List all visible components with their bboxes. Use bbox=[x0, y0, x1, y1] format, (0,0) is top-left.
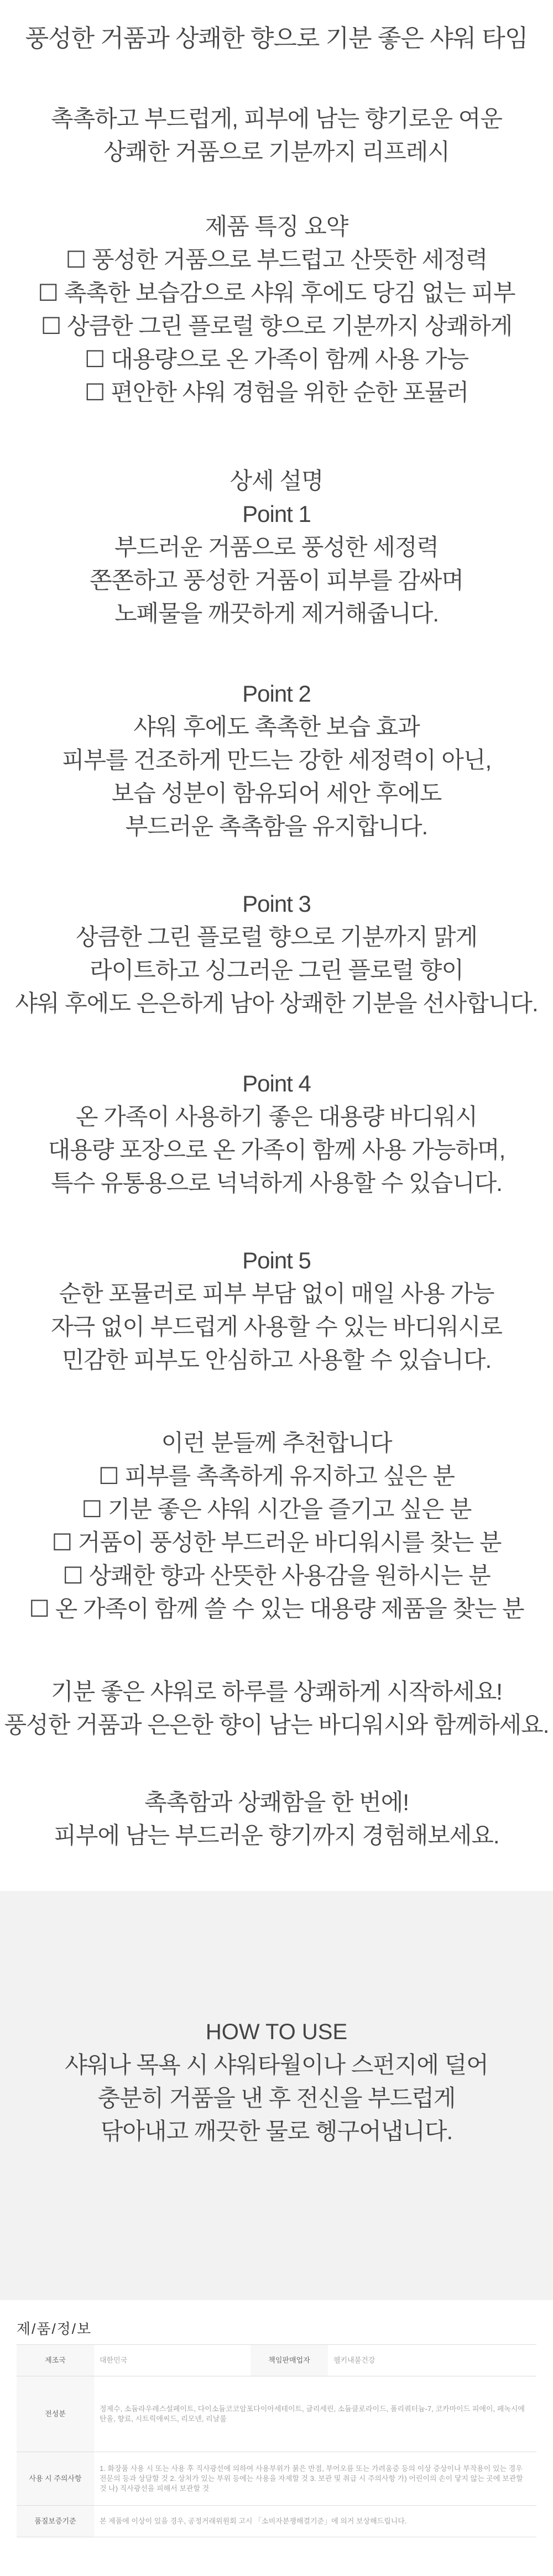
caution-value: 1. 화장품 사용 시 또는 사용 후 직사광선에 의하여 사용부위가 붉은 반점, 부어오름 또는 가려움증 등의 이상 증상이나 부작용이 있는 경우 전문의 등과 상담할 것 2. 상처가 있는 부위 등에는 사용을 자제할 것 3. 보관 및 취급 시 주의사항 가) 어린이의 손이 닿지 않는 곳에 보관할 것 나) 직사광선을 피해서 보관할 것 bbox=[94, 2452, 536, 2506]
standard-value: 본 제품에 이상이 있을 경우, 공정거래위원회 고시 「소비자분쟁해결기준」에 의거 보상해드립니다. bbox=[94, 2506, 536, 2537]
maker-value: 대한민국 bbox=[94, 2345, 251, 2376]
closing-line: 촉촉함과 상쾌함을 한 번에! bbox=[144, 1789, 409, 1815]
point-line: 대용량 포장으로 온 가족이 함께 사용 가능하며, bbox=[48, 1137, 505, 1163]
closing-line: 풍성한 거품과 은은한 향이 남는 바디워시와 함께하세요. bbox=[4, 1712, 549, 1738]
point-2 bbox=[0, 677, 553, 843]
summary-section bbox=[0, 210, 553, 409]
point-line: 부드러운 촉촉함을 유지합니다. bbox=[125, 813, 428, 839]
point-line: 민감한 피부도 안심하고 사용할 수 있습니다. bbox=[61, 1347, 492, 1373]
point-3 bbox=[0, 887, 553, 1020]
point-label: Point 1 bbox=[242, 501, 311, 527]
detail-heading: 상세 설명 bbox=[229, 468, 324, 494]
point-label: Point 3 bbox=[242, 891, 311, 917]
maker-label: 제조국 bbox=[17, 2345, 94, 2376]
point-label: Point 2 bbox=[242, 681, 311, 707]
table-row bbox=[17, 2376, 536, 2452]
point-label: Point 5 bbox=[242, 1247, 311, 1273]
point-1 bbox=[0, 498, 553, 630]
hero-section bbox=[0, 22, 553, 55]
point-line: 보습 성분이 함유되어 세안 후에도 bbox=[111, 780, 442, 806]
hero-desc bbox=[0, 102, 553, 169]
summary-item: ☐ 풍성한 거품으로 부드럽고 산뜻한 세정력 bbox=[65, 247, 488, 273]
closing-line: 기분 좋은 샤워로 하루를 상쾌하게 시작하세요! bbox=[51, 1679, 502, 1705]
hero-desc-line: 촉촉하고 부드럽게, 피부에 남는 향기로운 여운 bbox=[51, 106, 502, 132]
point-line: 순한 포뮬러로 피부 부담 없이 매일 사용 가능 bbox=[59, 1281, 494, 1307]
hero-title: 풍성한 거품과 상쾌한 향으로 기분 좋은 샤워 타임 bbox=[25, 25, 528, 52]
point-label: Point 4 bbox=[242, 1070, 311, 1096]
table-row bbox=[17, 2506, 536, 2537]
howto-heading: HOW TO USE bbox=[205, 2020, 348, 2044]
recommend-item: ☐ 기분 좋은 샤워 시간을 즐기고 싶은 분 bbox=[81, 1496, 472, 1522]
ingredients-value: 정제수, 소듐라우레스설페이트, 다이소듐코코암포다이아세테이트, 글리세린, 소듐클로라이드, 폴리쿼터늄-7, 코카마이드 피에이, 페녹시에탄올, 향료, 시트릭애씨드, 리모넨, 리날룰 bbox=[94, 2376, 536, 2452]
recommend-heading: 이런 분들께 추천합니다 bbox=[161, 1430, 392, 1456]
closing-block-1 bbox=[0, 1675, 553, 1742]
summary-item: ☐ 촉촉한 보습감으로 샤워 후에도 당김 없는 피부 bbox=[38, 280, 515, 306]
standard-label: 품질보증기준 bbox=[17, 2506, 94, 2537]
recommend-item: ☐ 피부를 촉촉하게 유지하고 싶은 분 bbox=[98, 1463, 455, 1489]
point-line: 상큼한 그린 플로럴 향으로 기분까지 맑게 bbox=[75, 924, 478, 950]
point-line: 피부를 건조하게 만드는 강한 세정력이 아닌, bbox=[61, 747, 492, 773]
summary-item: ☐ 상큼한 그린 플로럴 향으로 기분까지 상쾌하게 bbox=[40, 313, 513, 339]
point-line: 라이트하고 싱그러운 그린 플로럴 향이 bbox=[90, 957, 463, 983]
summary-heading: 제품 특징 요약 bbox=[205, 213, 348, 239]
point-line: 노폐물을 깨끗하게 제거해줍니다. bbox=[114, 600, 439, 626]
seller-value: 웰키내불건강 bbox=[328, 2345, 536, 2376]
howto-section bbox=[0, 2015, 553, 2148]
point-line: 샤워 후에도 촉촉한 보습 효과 bbox=[133, 714, 420, 740]
product-info-table bbox=[17, 2344, 536, 2537]
product-info-title: 제/품/정/보 bbox=[17, 2321, 92, 2337]
ingredients-label: 전성분 bbox=[17, 2376, 94, 2452]
closing-line: 피부에 남는 부드러운 향기까지 경험해보세요. bbox=[54, 1822, 499, 1848]
hero-desc-line: 상쾌한 거품으로 기분까지 리프레시 bbox=[103, 139, 450, 165]
recommend-item: ☐ 상쾌한 향과 산뜻한 사용감을 원하시는 분 bbox=[62, 1563, 491, 1589]
point-4 bbox=[0, 1067, 553, 1200]
point-line: 온 가족이 사용하기 좋은 대용량 바디워시 bbox=[75, 1104, 478, 1130]
summary-item: ☐ 편안한 샤워 경험을 위한 순한 포뮬러 bbox=[84, 379, 469, 405]
table-row bbox=[17, 2452, 536, 2506]
point-line: 부드러운 거품으로 풍성한 세정력 bbox=[114, 534, 439, 560]
point-line: 특수 유통용으로 넉넉하게 사용할 수 있습니다. bbox=[51, 1170, 502, 1196]
recommend-item: ☐ 온 가족이 함께 쓸 수 있는 대용량 제품을 찾는 분 bbox=[29, 1596, 524, 1622]
seller-label: 책임판매업자 bbox=[251, 2345, 328, 2376]
point-line: 샤워 후에도 은은하게 남아 상쾌한 기분을 선사합니다. bbox=[15, 990, 538, 1016]
howto-line: 샤워나 목욕 시 샤워타월이나 스펀지에 덜어 bbox=[65, 2052, 488, 2078]
recommend-section bbox=[0, 1427, 553, 1626]
point-5 bbox=[0, 1244, 553, 1377]
table-row bbox=[17, 2345, 536, 2376]
point-line: 자극 없이 부드럽게 사용할 수 있는 바디워시로 bbox=[51, 1314, 502, 1340]
caution-label: 사용 시 주의사항 bbox=[17, 2452, 94, 2506]
howto-line: 충분히 거품을 낸 후 전신을 부드럽게 bbox=[97, 2085, 456, 2111]
closing-block-2 bbox=[0, 1786, 553, 1852]
detail-heading-block bbox=[0, 464, 553, 498]
summary-item: ☐ 대용량으로 온 가족이 함께 사용 가능 bbox=[84, 346, 469, 372]
recommend-item: ☐ 거품이 풍성한 부드러운 바디워시를 찾는 분 bbox=[51, 1529, 502, 1555]
point-line: 쫀쫀하고 풍성한 거품이 피부를 감싸며 bbox=[90, 567, 463, 593]
howto-line: 닦아내고 깨끗한 물로 헹구어냅니다. bbox=[100, 2118, 453, 2144]
